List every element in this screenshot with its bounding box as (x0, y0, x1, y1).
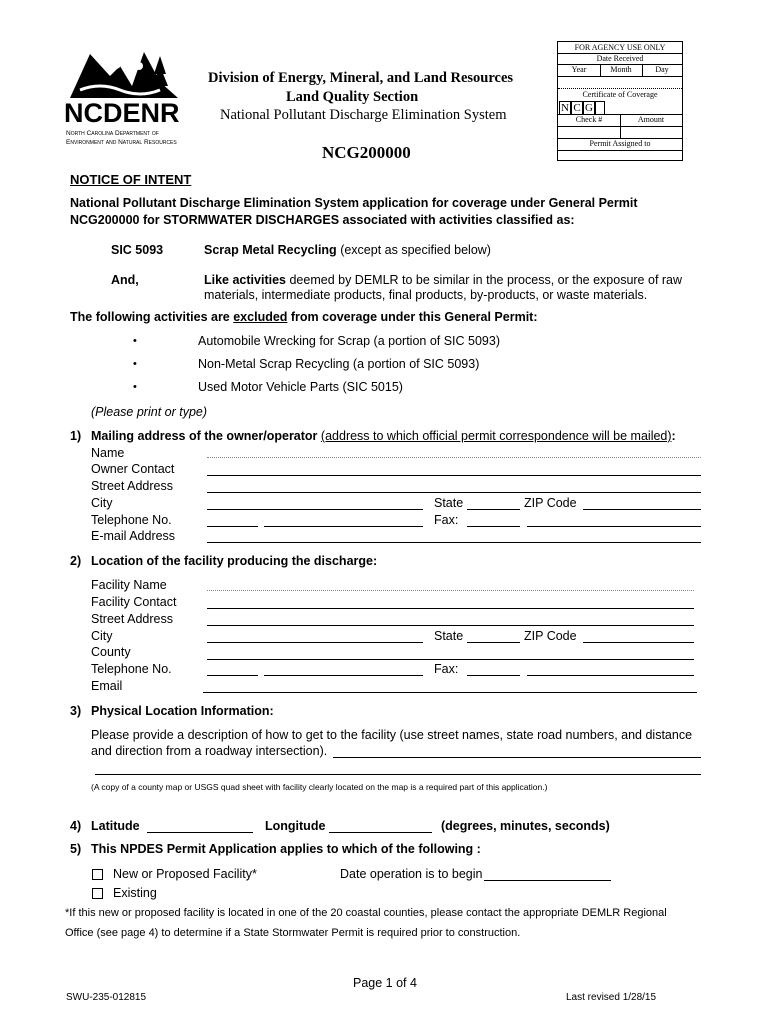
owner-name-field[interactable] (207, 457, 701, 458)
last-revised: Last revised 1/28/15 (566, 992, 657, 1003)
owner-city-field[interactable] (207, 509, 423, 510)
owner-contact-field[interactable] (207, 475, 701, 476)
new-facility-checkbox[interactable] (92, 869, 103, 880)
facility-fax-number-field[interactable] (527, 675, 694, 676)
like-activities-line2: materials, intermediate products, final products, by-products, or waste materials. (204, 288, 648, 302)
owner-email-label: E-mail Address (91, 529, 176, 543)
longitude-label: Longitude (265, 819, 326, 833)
coordinate-units: (degrees, minutes, seconds) (441, 819, 610, 833)
like-activities-line1 (204, 273, 682, 287)
latitude-field[interactable] (147, 832, 253, 833)
section1-number: 1) (70, 429, 82, 443)
sic-description (204, 243, 491, 257)
facility-phone-number-field[interactable] (264, 675, 423, 676)
section1-note: (address to which official permit correspondence will be mailed) (320, 429, 672, 443)
ncdenr-emblem-icon (60, 46, 188, 102)
facility-name-field[interactable] (207, 590, 694, 591)
bullet-icon: • (133, 381, 137, 393)
facility-email-label: Email (91, 679, 123, 693)
section1-colon: : (671, 429, 676, 443)
owner-street-label: Street Address (91, 479, 173, 493)
facility-street-field[interactable] (207, 625, 694, 626)
year-label: Year (571, 65, 587, 74)
like-activities-bold: Like activities (204, 273, 286, 287)
coastal-footnote-line2: Office (see page 4) to determine if a State Stormwater Permit is required prior to construction. (65, 927, 521, 939)
directions-field-1[interactable] (333, 757, 701, 758)
excluded-pre: The following activities are (70, 310, 234, 324)
section1-heading (91, 429, 676, 443)
excluded-item-1: Automobile Wrecking for Scrap (a portion of SIC 5093) (198, 334, 500, 348)
section3-number: 3) (70, 704, 82, 718)
facility-contact-label: Facility Contact (91, 595, 177, 609)
logo-subtitle-line1: North Carolina Department of (66, 130, 159, 137)
excluded-word: excluded (233, 310, 288, 324)
owner-fax-label: Fax: (434, 513, 459, 527)
longitude-field[interactable] (329, 832, 432, 833)
section-title: Land Quality Section (286, 89, 419, 105)
bullet-icon: • (133, 335, 137, 347)
owner-city-label: City (91, 496, 113, 510)
logo-wordmark: NCDENR (64, 98, 180, 128)
system-title: National Pollutant Discharge Elimination System (220, 107, 507, 123)
notice-intro-line2: NCG200000 for STORMWATER DISCHARGES associated with activities classified as: (70, 213, 575, 227)
existing-facility-label: Existing (113, 886, 157, 900)
date-operation-label: Date operation is to begin (340, 867, 483, 881)
ncg-box-blank[interactable] (595, 101, 605, 115)
notice-title: NOTICE OF INTENT (70, 172, 192, 187)
bullet-icon: • (133, 358, 137, 370)
ncg-letter-g: G (583, 101, 595, 115)
form-id: SWU-235-012815 (66, 992, 147, 1003)
facility-street-label: Street Address (91, 612, 173, 626)
facility-state-field[interactable] (467, 642, 520, 643)
facility-fax-label: Fax: (434, 662, 459, 676)
excluded-post: from coverage under this General Permit: (287, 310, 538, 324)
latitude-label: Latitude (91, 819, 140, 833)
directions-field-2[interactable] (95, 774, 701, 775)
section5-number: 5) (70, 842, 82, 856)
division-title: Division of Energy, Mineral, and Land Resources (208, 70, 514, 86)
new-facility-label: New or Proposed Facility* (113, 867, 257, 881)
owner-name-label: Name (91, 446, 125, 460)
owner-zip-field[interactable] (583, 509, 701, 510)
owner-fax-number-field[interactable] (527, 526, 701, 527)
permit-number: NCG200000 (322, 143, 411, 162)
section3-desc-line1: Please provide a description of how to get to the facility (use street names, state road numbers, and distance (91, 728, 693, 742)
excluded-item-2: Non-Metal Scrap Recycling (a portion of SIC 5093) (198, 357, 480, 371)
owner-phone-number-field[interactable] (264, 526, 423, 527)
certificate-label: Certificate of Coverage (582, 90, 658, 99)
section5-title: This NPDES Permit Application applies to which of the following : (91, 842, 481, 856)
section1-title: Mailing address of the owner/operator (91, 429, 318, 443)
date-received-label: Date Received (596, 54, 644, 63)
section4-number: 4) (70, 819, 82, 833)
owner-fax-area-field[interactable] (467, 526, 520, 527)
ncdenr-logo (60, 46, 188, 150)
notice-intro-line1: National Pollutant Discharge Elimination System application for coverage under General Permit (70, 196, 638, 210)
sic-title: Scrap Metal Recycling (204, 243, 337, 257)
date-operation-field[interactable] (484, 880, 611, 881)
owner-state-label: State (434, 496, 464, 510)
owner-phone-label: Telephone No. (91, 513, 172, 527)
check-label: Check # (575, 115, 603, 124)
like-activities-rest: deemed by DEMLR to be similar in the process, or the exposure of raw (289, 273, 683, 287)
coastal-footnote-line1: *If this new or proposed facility is located in one of the 20 coastal counties, please contact the appropriate DEMLR Regional (65, 907, 667, 919)
owner-state-field[interactable] (467, 509, 520, 510)
excluded-heading (70, 310, 538, 324)
sic-note: (except as specified below) (340, 243, 491, 257)
owner-street-field[interactable] (207, 492, 701, 493)
facility-state-label: State (434, 629, 464, 643)
section2-title: Location of the facility producing the discharge: (91, 554, 378, 568)
agency-title: FOR AGENCY USE ONLY (574, 43, 666, 52)
facility-phone-label: Telephone No. (91, 662, 172, 676)
facility-zip-label: ZIP Code (524, 629, 577, 643)
amount-label: Amount (637, 115, 665, 124)
print-note: (Please print or type) (91, 405, 208, 419)
facility-phone-area-field[interactable] (207, 675, 258, 676)
existing-facility-checkbox[interactable] (92, 888, 103, 899)
facility-email-field[interactable] (203, 692, 697, 693)
facility-city-field[interactable] (207, 642, 423, 643)
section3-title: Physical Location Information: (91, 704, 274, 718)
day-label: Day (655, 65, 669, 74)
facility-city-label: City (91, 629, 113, 643)
ncg-letter-n: N (559, 101, 571, 115)
month-label: Month (610, 65, 632, 74)
and-label: And, (111, 273, 139, 287)
map-note: (A copy of a county map or USGS quad sheet with facility clearly located on the map is a required part of this application.) (91, 782, 548, 792)
owner-zip-label: ZIP Code (524, 496, 577, 510)
owner-contact-label: Owner Contact (91, 462, 175, 476)
page-number: Page 1 of 4 (353, 976, 417, 990)
sic-code: SIC 5093 (111, 243, 164, 257)
facility-name-label: Facility Name (91, 578, 167, 592)
owner-email-field[interactable] (207, 542, 701, 543)
logo-subtitle-line2: Environment and Natural Resources (66, 139, 177, 146)
permit-assigned-label: Permit Assigned to (589, 139, 651, 148)
facility-fax-area-field[interactable] (467, 675, 520, 676)
facility-contact-field[interactable] (207, 608, 694, 609)
ncg-letter-c: C (571, 101, 583, 115)
facility-county-label: County (91, 645, 131, 659)
section3-desc-line2: and direction from a roadway intersection). (91, 744, 328, 758)
facility-county-field[interactable] (207, 659, 694, 660)
owner-phone-area-field[interactable] (207, 526, 258, 527)
excluded-item-3: Used Motor Vehicle Parts (SIC 5015) (198, 380, 403, 394)
facility-zip-field[interactable] (583, 642, 694, 643)
section2-number: 2) (70, 554, 82, 568)
